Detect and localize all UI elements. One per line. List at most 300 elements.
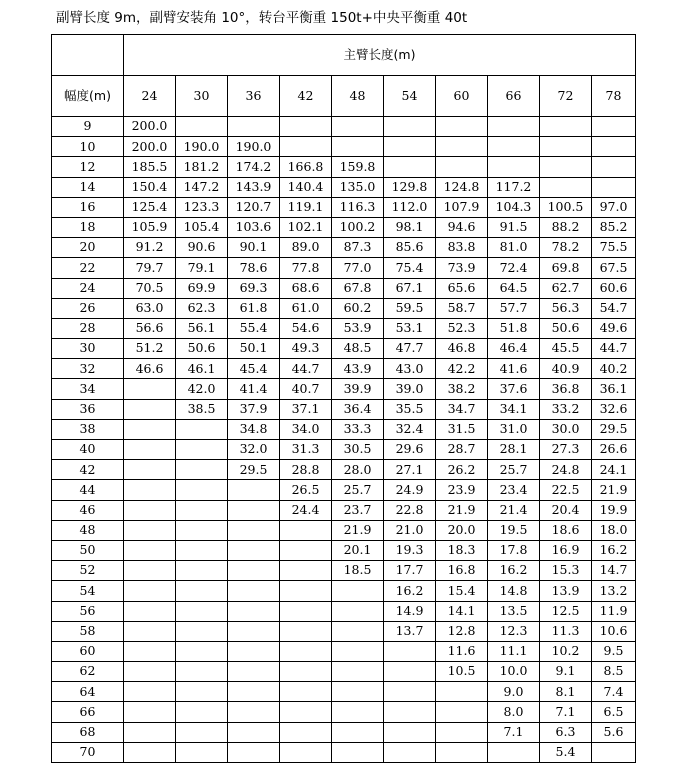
boom-length-header: 24 [124,76,176,117]
table-row [52,379,636,399]
capacity-cell [228,722,280,742]
table-row [52,440,636,460]
capacity-cell: 31.0 [488,419,540,439]
capacity-cell [384,742,436,762]
table-row [52,419,636,439]
radius-cell: 66 [52,702,124,722]
capacity-cell: 190.0 [228,137,280,157]
capacity-cell: 7.4 [592,682,636,702]
table-row [52,500,636,520]
capacity-cell [384,682,436,702]
capacity-cell: 174.2 [228,157,280,177]
capacity-cell: 64.5 [488,278,540,298]
capacity-cell: 11.6 [436,641,488,661]
capacity-cell [280,540,332,560]
boom-length-header: 42 [280,76,332,117]
capacity-cell [280,137,332,157]
radius-cell: 52 [52,561,124,581]
capacity-cell: 13.9 [540,581,592,601]
capacity-cell: 14.9 [384,601,436,621]
capacity-cell [384,137,436,157]
capacity-cell: 12.5 [540,601,592,621]
capacity-cell: 129.8 [384,177,436,197]
capacity-cell [228,641,280,661]
capacity-cell: 119.1 [280,197,332,217]
radius-cell: 56 [52,601,124,621]
capacity-cell: 44.7 [280,359,332,379]
table-row [52,520,636,540]
capacity-cell: 42.0 [176,379,228,399]
capacity-cell: 102.1 [280,217,332,237]
radius-cell: 10 [52,137,124,157]
capacity-cell [176,662,228,682]
radius-cell: 38 [52,419,124,439]
capacity-cell: 62.3 [176,298,228,318]
capacity-cell: 11.3 [540,621,592,641]
capacity-cell [488,742,540,762]
capacity-cell: 38.2 [436,379,488,399]
capacity-cell: 123.3 [176,197,228,217]
capacity-cell: 37.9 [228,399,280,419]
capacity-cell: 16.9 [540,540,592,560]
capacity-cell [176,742,228,762]
capacity-cell [228,662,280,682]
boom-length-header: 78 [592,76,636,117]
capacity-cell [228,480,280,500]
radius-cell: 42 [52,460,124,480]
capacity-cell: 15.4 [436,581,488,601]
capacity-cell [176,460,228,480]
capacity-cell: 46.8 [436,339,488,359]
capacity-cell [332,641,384,661]
capacity-cell [436,682,488,702]
capacity-cell: 89.0 [280,238,332,258]
table-row [52,540,636,560]
capacity-cell: 9.0 [488,682,540,702]
capacity-cell: 23.4 [488,480,540,500]
capacity-cell: 10.6 [592,621,636,641]
capacity-cell: 43.0 [384,359,436,379]
capacity-cell: 104.3 [488,197,540,217]
capacity-cell [384,117,436,137]
capacity-cell: 87.3 [332,238,384,258]
capacity-cell [592,157,636,177]
capacity-cell: 51.8 [488,318,540,338]
radius-cell: 12 [52,157,124,177]
capacity-cell [384,702,436,722]
radius-cell: 44 [52,480,124,500]
radius-cell: 68 [52,722,124,742]
capacity-cell: 21.4 [488,500,540,520]
capacity-cell: 69.9 [176,278,228,298]
capacity-cell [280,520,332,540]
table-row [52,460,636,480]
capacity-cell: 23.7 [332,500,384,520]
capacity-cell [280,662,332,682]
capacity-cell [384,157,436,177]
capacity-cell: 6.5 [592,702,636,722]
radius-cell: 40 [52,440,124,460]
capacity-cell [228,117,280,137]
capacity-cell: 34.8 [228,419,280,439]
capacity-cell: 36.1 [592,379,636,399]
capacity-cell: 125.4 [124,197,176,217]
table-row [52,621,636,641]
capacity-cell: 60.2 [332,298,384,318]
radius-cell: 32 [52,359,124,379]
capacity-cell: 14.8 [488,581,540,601]
capacity-cell: 147.2 [176,177,228,197]
capacity-cell: 30.0 [540,419,592,439]
capacity-cell [124,662,176,682]
capacity-cell: 5.4 [540,742,592,762]
radius-cell: 28 [52,318,124,338]
table-row [52,197,636,217]
capacity-cell: 46.1 [176,359,228,379]
radius-cell: 64 [52,682,124,702]
capacity-cell: 8.5 [592,662,636,682]
capacity-cell [124,480,176,500]
capacity-cell [124,440,176,460]
boom-length-row [52,76,636,117]
capacity-cell [540,117,592,137]
radius-cell: 58 [52,621,124,641]
table-row [52,641,636,661]
capacity-cell: 20.0 [436,520,488,540]
capacity-cell [124,520,176,540]
radius-cell: 46 [52,500,124,520]
capacity-cell: 59.5 [384,298,436,318]
capacity-cell: 91.5 [488,217,540,237]
capacity-cell [176,561,228,581]
table-row [52,177,636,197]
capacity-cell: 140.4 [280,177,332,197]
capacity-cell: 46.6 [124,359,176,379]
capacity-cell: 32.0 [228,440,280,460]
capacity-cell [280,117,332,137]
capacity-cell: 34.0 [280,419,332,439]
table-row [52,117,636,137]
capacity-cell: 39.0 [384,379,436,399]
capacity-cell: 98.1 [384,217,436,237]
table-row [52,702,636,722]
radius-cell: 62 [52,662,124,682]
capacity-cell [436,117,488,137]
capacity-cell: 60.6 [592,278,636,298]
capacity-cell: 24.9 [384,480,436,500]
capacity-cell: 120.7 [228,197,280,217]
capacity-cell [124,702,176,722]
capacity-cell: 88.2 [540,217,592,237]
capacity-cell: 57.7 [488,298,540,318]
capacity-cell: 181.2 [176,157,228,177]
capacity-cell [384,662,436,682]
table-row [52,742,636,762]
capacity-cell: 16.2 [592,540,636,560]
capacity-cell [280,601,332,621]
capacity-cell: 94.6 [436,217,488,237]
capacity-cell: 31.5 [436,419,488,439]
capacity-cell: 85.6 [384,238,436,258]
capacity-cell: 91.2 [124,238,176,258]
capacity-cell: 21.9 [592,480,636,500]
capacity-cell: 18.0 [592,520,636,540]
capacity-cell [124,742,176,762]
capacity-cell [332,117,384,137]
capacity-cell [592,177,636,197]
capacity-cell: 30.5 [332,440,384,460]
capacity-cell [332,722,384,742]
capacity-cell: 68.6 [280,278,332,298]
capacity-cell: 32.4 [384,419,436,439]
capacity-cell [280,561,332,581]
radius-cell: 24 [52,278,124,298]
capacity-cell: 8.1 [540,682,592,702]
capacity-cell: 40.2 [592,359,636,379]
capacity-cell: 200.0 [124,117,176,137]
capacity-cell [124,682,176,702]
capacity-cell: 46.4 [488,339,540,359]
capacity-cell: 20.4 [540,500,592,520]
capacity-cell: 56.3 [540,298,592,318]
capacity-cell: 14.1 [436,601,488,621]
capacity-cell: 83.8 [436,238,488,258]
capacity-cell [592,742,636,762]
capacity-cell: 11.1 [488,641,540,661]
table-row [52,399,636,419]
capacity-cell [332,581,384,601]
capacity-cell: 21.9 [436,500,488,520]
capacity-cell [176,581,228,601]
capacity-cell [332,137,384,157]
capacity-cell: 190.0 [176,137,228,157]
capacity-cell [332,682,384,702]
capacity-cell: 61.8 [228,298,280,318]
capacity-cell: 28.8 [280,460,332,480]
capacity-cell [124,561,176,581]
main-boom-length-header: 主臂长度(m) [124,35,636,76]
capacity-cell [176,117,228,137]
capacity-cell [124,581,176,601]
capacity-cell: 124.8 [436,177,488,197]
capacity-cell [384,722,436,742]
capacity-cell: 37.1 [280,399,332,419]
capacity-cell: 18.6 [540,520,592,540]
capacity-cell [540,177,592,197]
capacity-cell: 73.9 [436,258,488,278]
capacity-cell: 13.5 [488,601,540,621]
capacity-cell: 29.5 [592,419,636,439]
capacity-cell: 77.0 [332,258,384,278]
capacity-cell: 28.1 [488,440,540,460]
capacity-cell: 107.9 [436,197,488,217]
capacity-cell: 33.3 [332,419,384,439]
boom-length-header: 30 [176,76,228,117]
capacity-cell: 33.2 [540,399,592,419]
capacity-cell: 67.8 [332,278,384,298]
radius-cell: 9 [52,117,124,137]
capacity-cell: 50.6 [540,318,592,338]
capacity-cell [124,641,176,661]
capacity-cell: 8.0 [488,702,540,722]
capacity-cell: 79.7 [124,258,176,278]
capacity-cell: 90.6 [176,238,228,258]
table-row [52,339,636,359]
capacity-cell [488,137,540,157]
capacity-cell: 58.7 [436,298,488,318]
capacity-cell [280,702,332,722]
capacity-cell: 45.5 [540,339,592,359]
table-caption: 副臂长度 9m，副臂安装角 10°，转台平衡重 150t+中央平衡重 40t [56,10,468,26]
radius-cell: 34 [52,379,124,399]
capacity-cell: 22.8 [384,500,436,520]
capacity-cell: 75.4 [384,258,436,278]
capacity-cell: 11.9 [592,601,636,621]
capacity-cell: 25.7 [332,480,384,500]
capacity-cell: 49.6 [592,318,636,338]
capacity-cell: 79.1 [176,258,228,278]
capacity-cell [332,742,384,762]
capacity-cell: 17.7 [384,561,436,581]
capacity-cell: 143.9 [228,177,280,197]
capacity-cell: 7.1 [540,702,592,722]
capacity-cell: 34.7 [436,399,488,419]
capacity-cell: 15.3 [540,561,592,581]
capacity-cell: 40.9 [540,359,592,379]
capacity-cell [228,621,280,641]
capacity-cell [280,682,332,702]
capacity-cell: 17.8 [488,540,540,560]
table-row [52,662,636,682]
capacity-cell [228,601,280,621]
capacity-cell [124,460,176,480]
capacity-cell: 41.4 [228,379,280,399]
capacity-cell: 159.8 [332,157,384,177]
capacity-cell [592,117,636,137]
capacity-cell: 67.1 [384,278,436,298]
capacity-cell [488,117,540,137]
capacity-cell: 105.9 [124,217,176,237]
radius-cell: 26 [52,298,124,318]
capacity-cell: 52.3 [436,318,488,338]
capacity-cell: 26.2 [436,460,488,480]
capacity-cell [124,500,176,520]
radius-cell: 50 [52,540,124,560]
capacity-cell [540,137,592,157]
capacity-cell [176,500,228,520]
capacity-cell: 70.5 [124,278,176,298]
capacity-cell [124,419,176,439]
capacity-cell: 42.2 [436,359,488,379]
capacity-cell [176,540,228,560]
capacity-cell [176,722,228,742]
capacity-cell: 51.2 [124,339,176,359]
capacity-cell: 75.5 [592,238,636,258]
capacity-cell: 9.5 [592,641,636,661]
capacity-cell [280,742,332,762]
capacity-cell [436,157,488,177]
capacity-cell: 166.8 [280,157,332,177]
capacity-cell: 16.8 [436,561,488,581]
capacity-cell [176,601,228,621]
capacity-cell: 81.0 [488,238,540,258]
radius-cell: 20 [52,238,124,258]
capacity-cell [436,742,488,762]
capacity-cell: 29.5 [228,460,280,480]
capacity-cell: 53.1 [384,318,436,338]
boom-length-header: 54 [384,76,436,117]
capacity-cell: 48.5 [332,339,384,359]
capacity-cell: 24.4 [280,500,332,520]
capacity-cell [228,682,280,702]
capacity-cell: 7.1 [488,722,540,742]
capacity-cell [124,540,176,560]
capacity-cell: 14.7 [592,561,636,581]
capacity-cell [332,662,384,682]
boom-length-header: 72 [540,76,592,117]
capacity-cell: 10.2 [540,641,592,661]
capacity-cell: 56.1 [176,318,228,338]
capacity-cell: 62.7 [540,278,592,298]
radius-cell: 16 [52,197,124,217]
radius-header: 幅度(m) [52,76,124,117]
capacity-cell: 65.6 [436,278,488,298]
capacity-cell [228,742,280,762]
capacity-cell [228,520,280,540]
capacity-cell [176,419,228,439]
capacity-cell: 135.0 [332,177,384,197]
capacity-cell [488,157,540,177]
table-row [52,480,636,500]
capacity-cell: 40.7 [280,379,332,399]
capacity-cell: 56.6 [124,318,176,338]
capacity-cell: 13.7 [384,621,436,641]
capacity-cell: 36.8 [540,379,592,399]
capacity-cell: 18.3 [436,540,488,560]
capacity-cell: 53.9 [332,318,384,338]
capacity-cell: 103.6 [228,217,280,237]
table-row [52,278,636,298]
capacity-cell [228,702,280,722]
capacity-cell [176,641,228,661]
capacity-cell: 50.6 [176,339,228,359]
table-row [52,217,636,237]
capacity-cell [280,581,332,601]
capacity-cell: 112.0 [384,197,436,217]
capacity-cell: 24.8 [540,460,592,480]
capacity-cell: 105.4 [176,217,228,237]
capacity-cell: 28.7 [436,440,488,460]
capacity-cell: 85.2 [592,217,636,237]
capacity-cell: 63.0 [124,298,176,318]
table-row [52,722,636,742]
capacity-cell: 116.3 [332,197,384,217]
capacity-cell [124,399,176,419]
capacity-cell: 78.2 [540,238,592,258]
capacity-cell [540,157,592,177]
capacity-cell [436,702,488,722]
capacity-cell: 19.5 [488,520,540,540]
capacity-cell: 27.1 [384,460,436,480]
radius-cell: 70 [52,742,124,762]
boom-length-header: 60 [436,76,488,117]
capacity-cell [124,722,176,742]
radius-cell: 36 [52,399,124,419]
capacity-cell: 16.2 [488,561,540,581]
corner-cell [52,35,124,76]
capacity-cell: 27.3 [540,440,592,460]
radius-cell: 22 [52,258,124,278]
